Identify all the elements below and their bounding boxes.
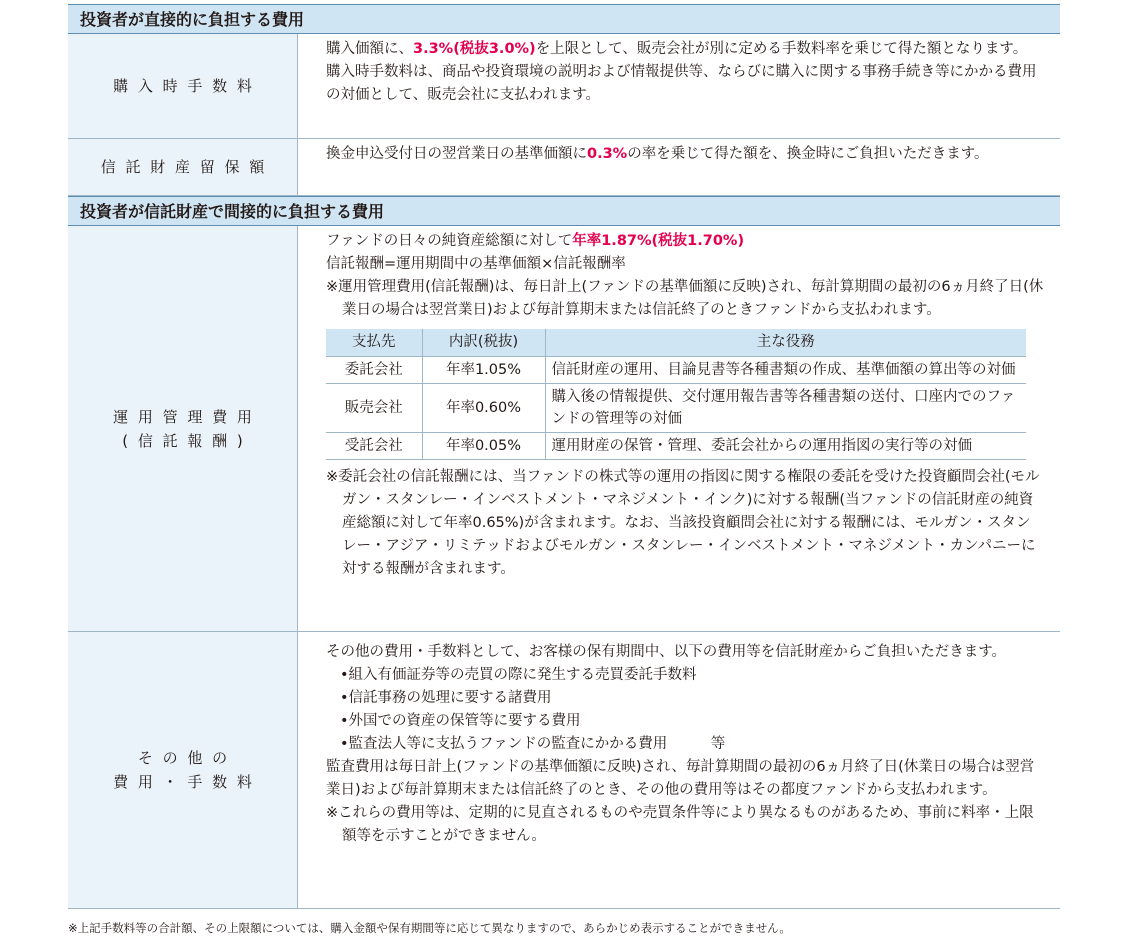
- list-item: •信託事務の処理に要する諸費用: [340, 690, 552, 706]
- row-content-management-fee: [298, 226, 1060, 631]
- column-header: 主な役務: [545, 329, 1026, 357]
- highlight-rate: 3.3%(税抜3.0%): [413, 41, 536, 57]
- table-row: [326, 357, 1026, 384]
- footnote: ※上記手数料等の合計額、その上限額については、購入金額や保有期間等に応じて異なりますので、あらかじめ表示することができません。: [68, 921, 791, 935]
- other-fees-audit: 監査費用は毎日計上(ファンドの基準価額に反映)され、毎計算期間の最初の6ヵ月終了日(休業日の場合は翌営業日)および毎計算期末または信託終了のとき、その他の費用等はその都度ファンドから支払われます。: [326, 759, 1035, 798]
- table-row: [326, 384, 1026, 433]
- table-row: [326, 433, 1026, 460]
- text: を上限として、販売会社が別に定める手数料率を乗じて得た額となります。: [535, 41, 1028, 57]
- list-item: •監査法人等に支払うファンドの監査にかかる費用 等: [340, 736, 726, 752]
- text: 購入価額に、: [326, 41, 413, 57]
- fee-breakdown-table: [326, 329, 1026, 460]
- column-header: 内訳(税抜): [422, 329, 545, 357]
- row-label-purchase-fee: [68, 34, 298, 138]
- label-text: 購入時手数料: [113, 77, 262, 95]
- rate-cell: 年率0.60%: [422, 384, 545, 433]
- management-fee-formula: 信託報酬=運用期間中の基準価額×信託報酬率: [326, 256, 626, 272]
- row-trust-reserve: [68, 139, 1060, 196]
- label-text: その他の: [137, 749, 237, 767]
- other-fees-intro: その他の費用・手数料として、お客様の保有期間中、以下の費用等を信託財産からご負担いただきます。: [326, 644, 1007, 660]
- list-item: •外国での資産の保管等に要する費用: [340, 713, 581, 729]
- payee-cell: 販売会社: [326, 384, 422, 433]
- table-header-row: [326, 329, 1026, 357]
- label-text: 費用・手数料: [113, 773, 262, 791]
- row-label-trust-reserve: [68, 139, 298, 195]
- rate-cell: 年率0.05%: [422, 433, 545, 460]
- management-fee-line1: [326, 230, 1044, 253]
- row-other-fees: [68, 632, 1060, 909]
- management-fee-note2: ※委託会社の信託報酬には、当ファンドの株式等の運用の指図に関する権限の委託を受けた投資顧問会社(モルガン・スタンレー・インベストメント・マネジメント・インク)に対する報酬(当ファンドの信託財産の純資産総額に対して年率0.65%)が含まれます。なお、当該投資顧問会社に対する報酬には、モルガン・スタンレー・アジア・リミテッドおよびモルガン・スタンレー・インベストメント・マネジメント・カンパニーに対する報酬が含まれます。: [326, 469, 1040, 577]
- label-text: 運用管理費用: [113, 407, 262, 426]
- label-text: (信託報酬): [122, 431, 253, 450]
- payee-cell: 委託会社: [326, 357, 422, 384]
- duty-cell: 運用財産の保管・管理、委託会社からの運用指図の実行等の対価: [545, 433, 1026, 460]
- other-fees-note: ※これらの費用等は、定期的に見直されるものや売買条件等により異なるものがあるため、事前に料率・上限額等を示すことができません。: [326, 805, 1034, 844]
- row-content-trust-reserve: [298, 139, 1060, 195]
- section-header-direct-costs: 投資者が直接的に負担する費用: [68, 4, 1060, 34]
- row-purchase-fee: [68, 34, 1060, 139]
- duty-cell: 信託財産の運用、目論見書等各種書類の作成、基準価額の算出等の対価: [545, 357, 1026, 384]
- payee-cell: 受託会社: [326, 433, 422, 460]
- highlight-rate: 年率1.87%(税抜1.70%): [572, 233, 745, 249]
- duty-cell: 購入後の情報提供、交付運用報告書等各種書類の送付、口座内でのファンドの管理等の対価: [545, 384, 1026, 433]
- text: 換金申込受付日の翌営業日の基準価額に: [326, 146, 587, 162]
- fee-document: [68, 4, 1060, 909]
- management-fee-note1: ※運用管理費用(信託報酬)は、毎日計上(ファンドの基準価額に反映)され、毎計算期間の最初の6ヵ月終了日(休業日の場合は翌営業日)および毎計算期末または信託終了のときファンドから支払われます。: [326, 279, 1044, 318]
- section-header-indirect-costs: 投資者が信託財産で間接的に負担する費用: [68, 196, 1060, 226]
- rate-cell: 年率1.05%: [422, 357, 545, 384]
- row-label-management-fee: [68, 226, 298, 631]
- row-content-other-fees: [298, 632, 1060, 908]
- text: の率を乗じて得た額を、換金時にご負担いただきます。: [627, 146, 989, 162]
- purchase-fee-line2: 購入時手数料は、商品や投資環境の説明および情報提供等、ならびに購入に関する事務手続き等にかかる費用の対価として、販売会社に支払われます。: [326, 64, 1037, 103]
- column-header: 支払先: [326, 329, 422, 357]
- highlight-rate: 0.3%: [587, 146, 628, 162]
- label-text: 信託財産留保額: [100, 158, 274, 176]
- text: ファンドの日々の純資産総額に対して: [326, 233, 573, 249]
- row-management-fee: [68, 226, 1060, 632]
- row-content-purchase-fee: [298, 34, 1060, 138]
- row-label-other-fees: [68, 632, 298, 908]
- trust-reserve-text: [326, 143, 1044, 166]
- list-item: •組入有価証券等の売買の際に発生する売買委託手数料: [340, 667, 697, 683]
- purchase-fee-line1: [326, 38, 1044, 61]
